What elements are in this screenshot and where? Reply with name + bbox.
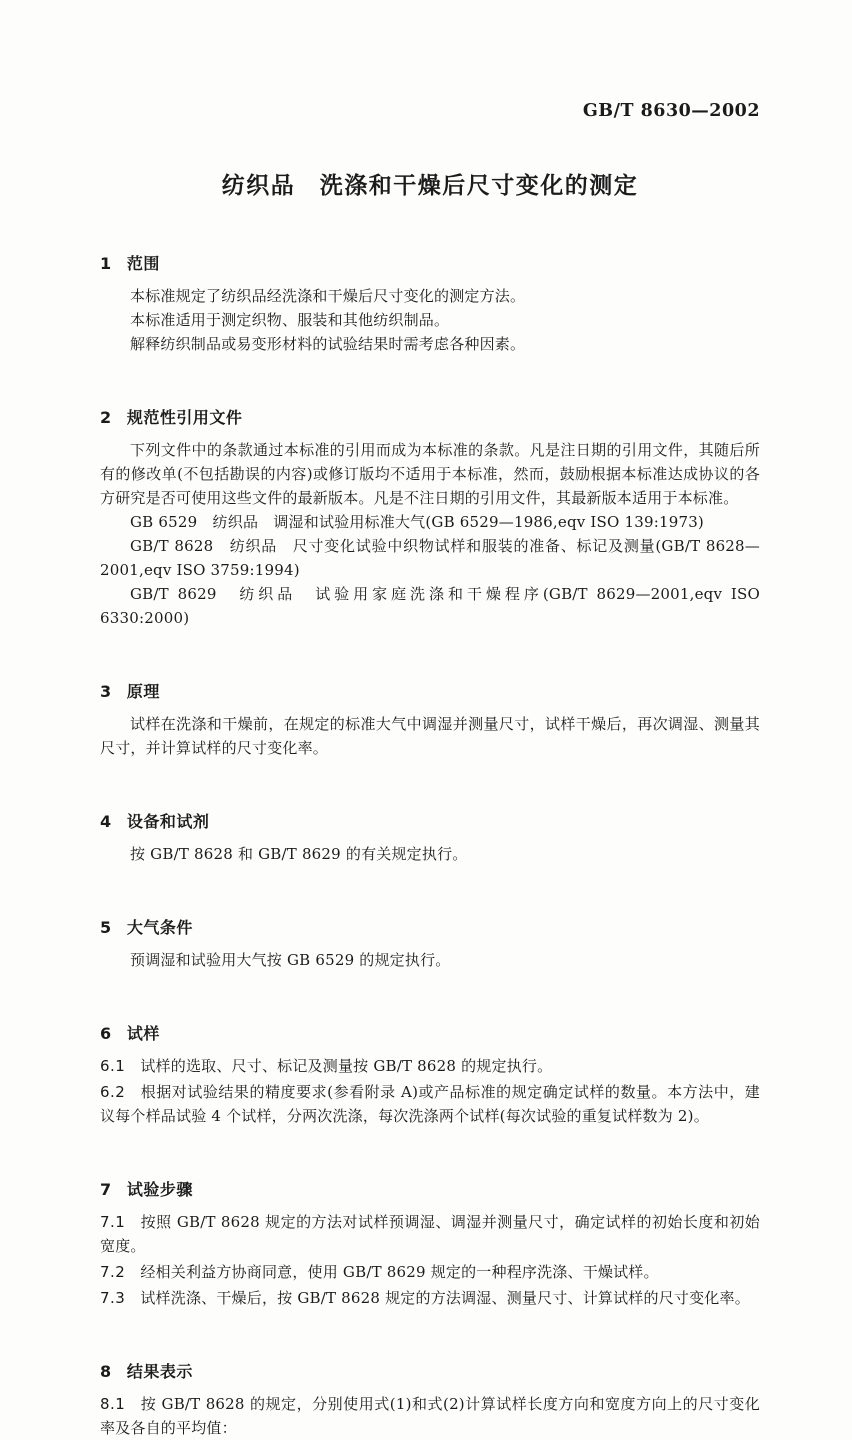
section-heading-normative-references: [100, 406, 760, 430]
section-title: 规范性引用文件: [126, 408, 243, 427]
clause: [100, 1080, 760, 1128]
paragraph: 本标准适用于测定织物、服装和其他纺织制品。: [130, 311, 450, 329]
clause-text: 经相关利益方协商同意，使用 GB/T 8629 规定的一种程序洗涤、干燥试样。: [140, 1263, 659, 1281]
clause: [100, 1260, 760, 1284]
clause-text: 试样洗涤、干燥后，按 GB/T 8628 规定的方法调湿、测量尺寸、计算试样的尺寸变化率。: [140, 1289, 750, 1307]
page-header: [100, 100, 760, 122]
clause-text: 试样的选取、尺寸、标记及测量按 GB/T 8628 的规定执行。: [140, 1057, 553, 1075]
section-heading-expression-of-results: [100, 1360, 760, 1384]
section-heading-atmosphere-conditions: [100, 916, 760, 940]
clause: [100, 1392, 760, 1440]
clause-text: 按 GB/T 8628 的规定，分别使用式(1)和式(2)计算试样长度方向和宽度方向上的尺寸变化率及各自的平均值：: [100, 1395, 760, 1437]
clause: [100, 1054, 760, 1078]
paragraph: 本标准规定了纺织品经洗涤和干燥后尺寸变化的测定方法。: [130, 287, 526, 305]
paragraph: 下列文件中的条款通过本标准的引用而成为本标准的条款。凡是注日期的引用文件，其随后所有的修改单(不包括勘误的内容)或修订版均不适用于本标准，然而，鼓励根据本标准达成协议的各方研究是否可使用这些文件的最新版本。凡是不注日期的引用文件，其最新版本适用于本标准。: [100, 441, 760, 507]
section-heading-scope: [100, 252, 760, 276]
section-number: 7: [100, 1180, 112, 1199]
section-title: 范围: [126, 254, 160, 273]
clause-number: 7.2: [100, 1263, 126, 1281]
section-title: 设备和试剂: [126, 812, 210, 831]
section-expression-of-results: [100, 1360, 760, 1440]
section-number: 6: [100, 1024, 112, 1043]
clause-number: 7.1: [100, 1213, 126, 1231]
clause: [100, 1286, 760, 1310]
section-number: 5: [100, 918, 112, 937]
reference-item: GB/T 8629 纺织品 试验用家庭洗涤和干燥程序(GB/T 8629—2001,eqv ISO 6330:2000): [100, 585, 760, 627]
clause-number: 6.2: [100, 1083, 126, 1101]
section-title: 结果表示: [126, 1362, 193, 1381]
paragraph: 预调湿和试验用大气按 GB 6529 的规定执行。: [130, 951, 451, 969]
standard-code: GB/T 8630—2002: [582, 101, 760, 121]
section-title: 试验步骤: [126, 1180, 193, 1199]
document-title: 纺织品 洗涤和干燥后尺寸变化的测定: [221, 173, 639, 199]
section-scope: [100, 252, 760, 356]
section-number: 8: [100, 1362, 112, 1381]
reference-item: GB 6529 纺织品 调湿和试验用标准大气(GB 6529—1986,eqv ISO 139:1973): [130, 513, 704, 531]
paragraph: 试样在洗涤和干燥前，在规定的标准大气中调湿并测量尺寸，试样干燥后，再次调湿、测量其尺寸，并计算试样的尺寸变化率。: [100, 715, 760, 757]
section-normative-references: [100, 406, 760, 630]
clause-number: 7.3: [100, 1289, 126, 1307]
paragraph: 按 GB/T 8628 和 GB/T 8629 的有关规定执行。: [130, 845, 468, 863]
section-number: 3: [100, 682, 112, 701]
section-procedure: [100, 1178, 760, 1310]
clause-text: 根据对试验结果的精度要求(参看附录 A)或产品标准的规定确定试样的数量。本方法中，建议每个样品试验 4 个试样，分两次洗涤，每次洗涤两个试样(每次试验的重复试样数为 2)。: [100, 1083, 760, 1125]
section-title: 原理: [126, 682, 160, 701]
section-heading-apparatus-reagents: [100, 810, 760, 834]
reference-item: GB/T 8628 纺织品 尺寸变化试验中织物试样和服装的准备、标记及测量(GB/T 8628—2001,eqv ISO 3759:1994): [100, 537, 760, 579]
section-heading-specimens: [100, 1022, 760, 1046]
section-number: 1: [100, 254, 112, 273]
clause-text: 按照 GB/T 8628 规定的方法对试样预调湿、调湿并测量尺寸，确定试样的初始长度和初始宽度。: [100, 1213, 760, 1255]
section-title: 试样: [126, 1024, 160, 1043]
section-number: 4: [100, 812, 112, 831]
section-atmosphere-conditions: [100, 916, 760, 972]
section-number: 2: [100, 408, 112, 427]
section-specimens: [100, 1022, 760, 1128]
section-title: 大气条件: [126, 918, 193, 937]
section-principle: [100, 680, 760, 760]
clause-number: 6.1: [100, 1057, 126, 1075]
section-heading-principle: [100, 680, 760, 704]
section-heading-procedure: [100, 1178, 760, 1202]
section-apparatus-reagents: [100, 810, 760, 866]
clause-number: 8.1: [100, 1395, 126, 1413]
clause: [100, 1210, 760, 1258]
paragraph: 解释纺织制品或易变形材料的试验结果时需考虑各种因素。: [130, 335, 526, 353]
